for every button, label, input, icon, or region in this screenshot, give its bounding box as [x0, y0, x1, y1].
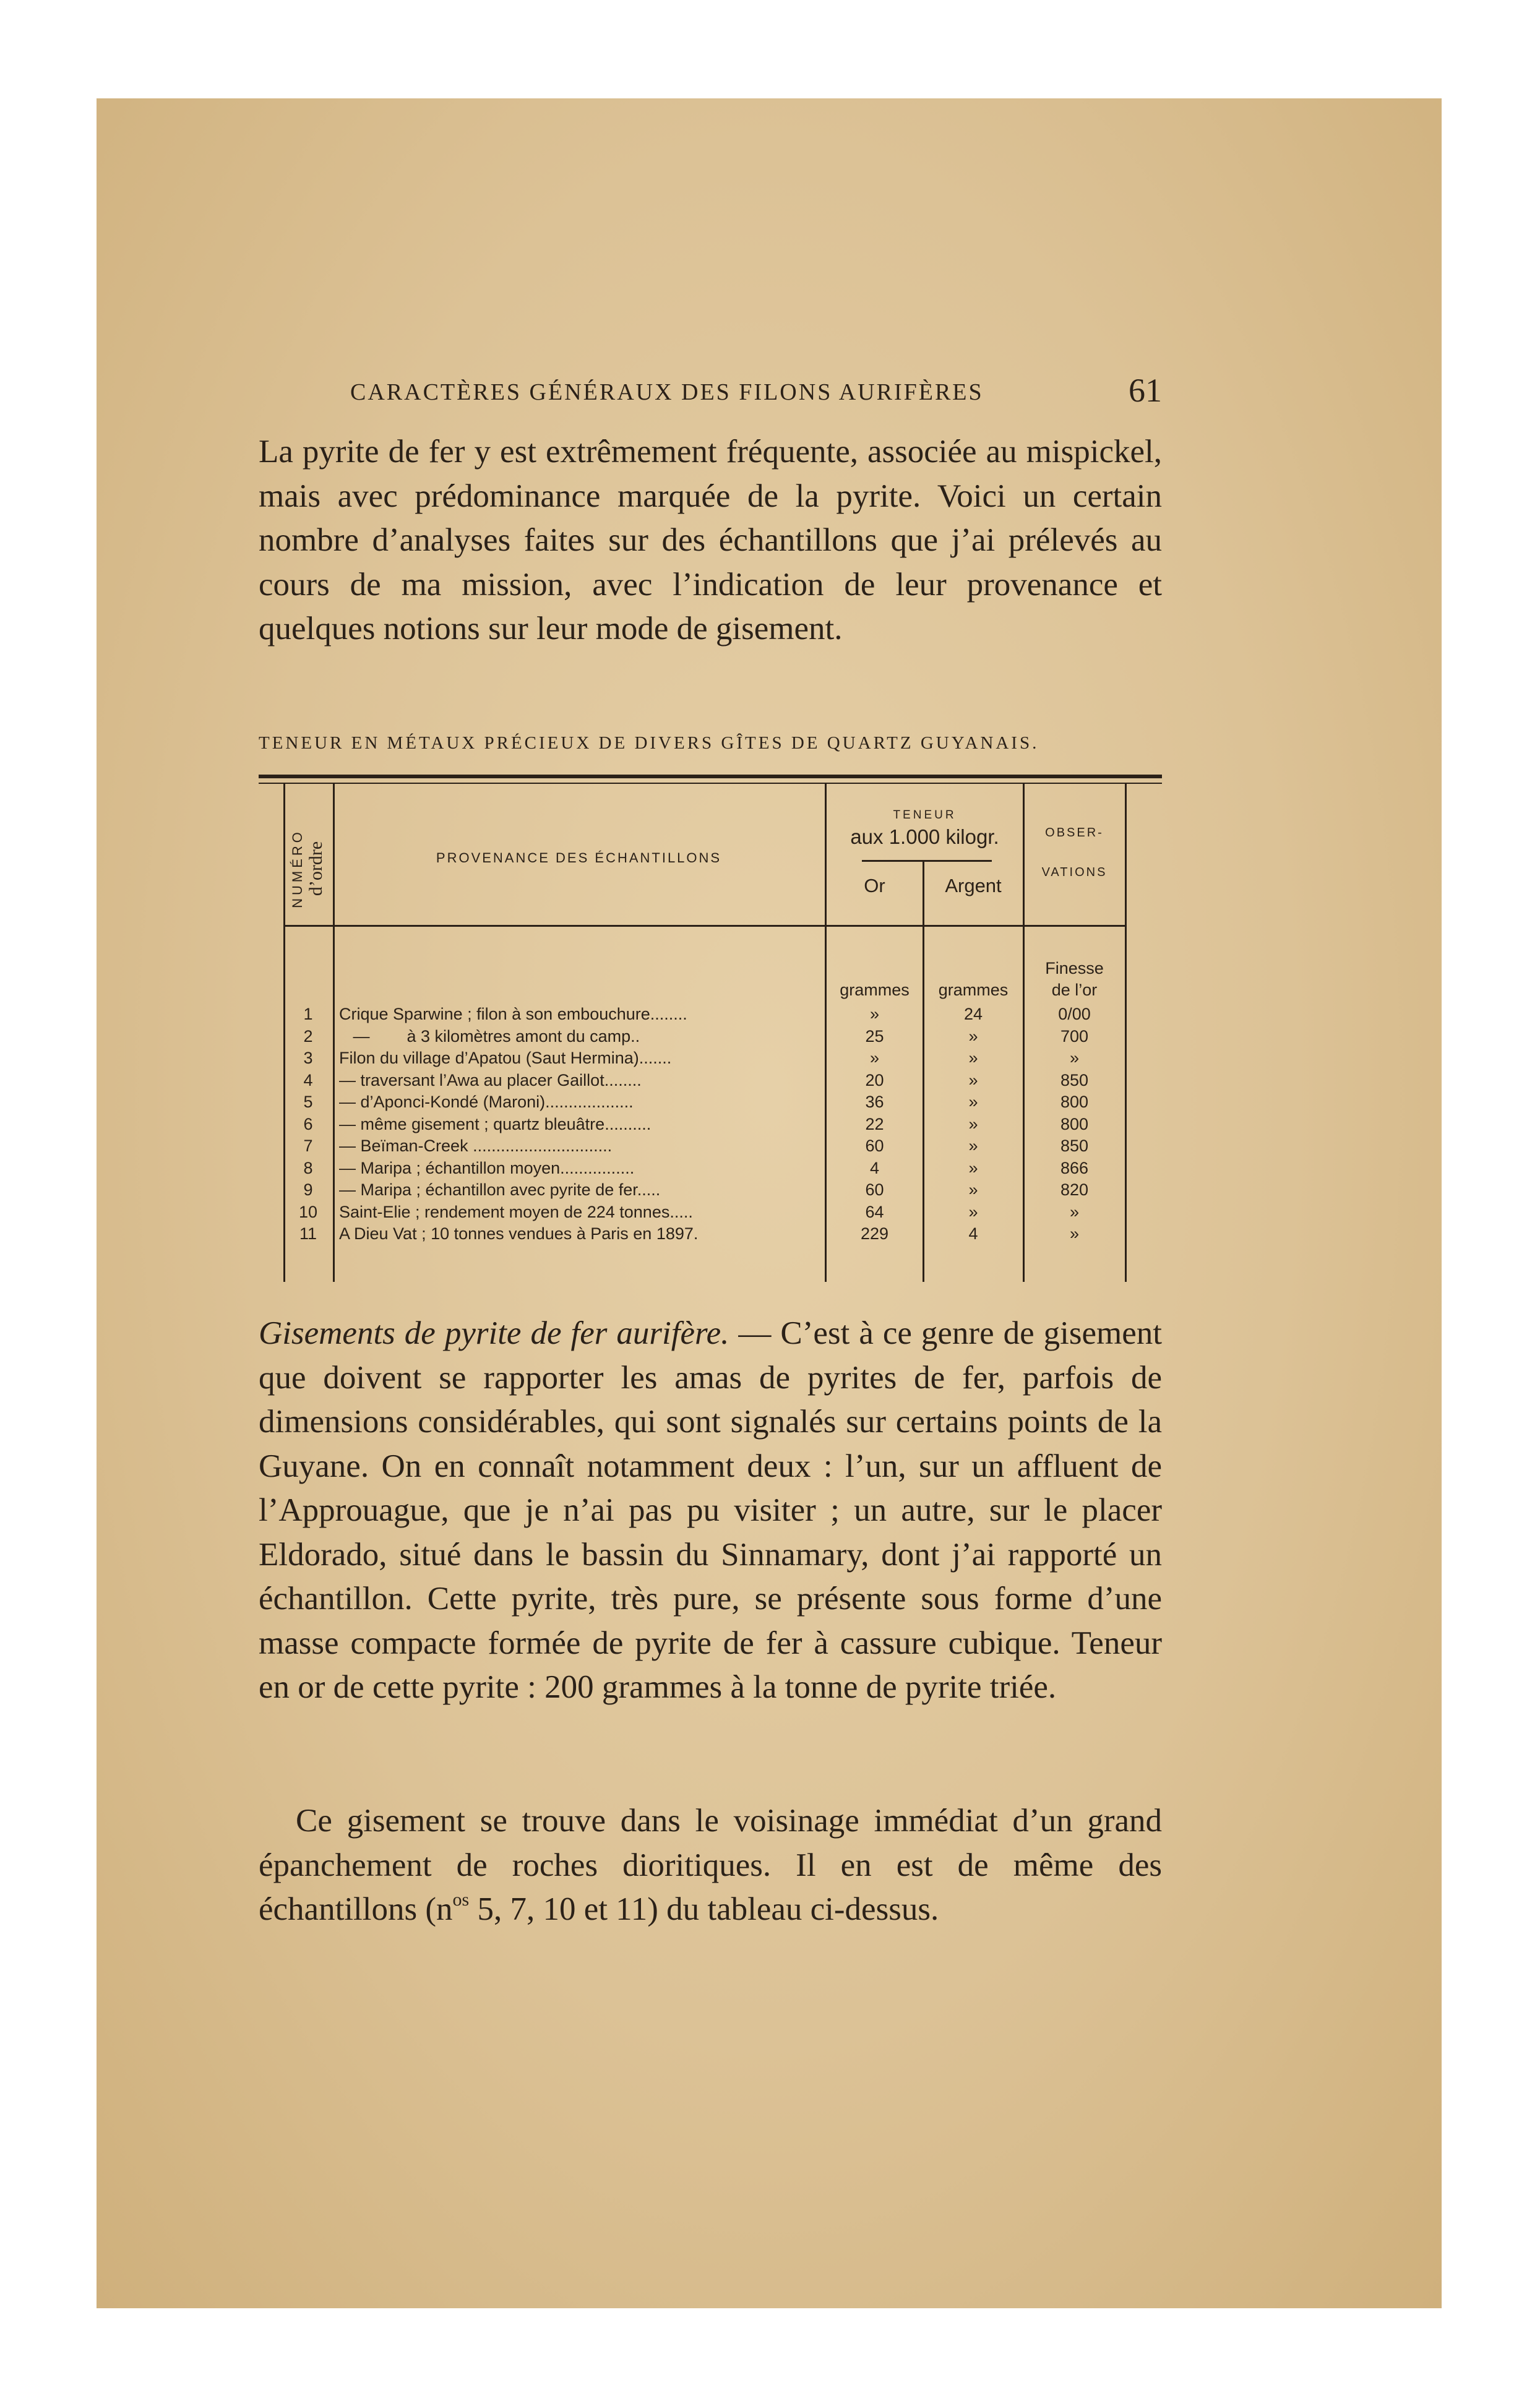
cell-or: 229 [860, 1224, 889, 1243]
cell-or: » [869, 1005, 880, 1023]
header-argent: Argent [945, 875, 1002, 896]
running-header [259, 371, 1162, 408]
cell-num: 6 [303, 1114, 313, 1133]
cell-provenance: — Beïman-Creek .............................. [339, 1136, 613, 1155]
table-row [259, 1026, 1162, 1048]
teneur-brace-rule [862, 860, 992, 862]
cell-or: 20 [865, 1070, 884, 1089]
cell-provenance: A Dieu Vat ; 10 tonnes vendues à Paris en 1897. [339, 1224, 699, 1243]
header-numero [283, 815, 333, 914]
cell-argent: » [968, 1026, 978, 1046]
cell-observations: » [1069, 1202, 1080, 1221]
cell-provenance: Crique Sparwine ; filon à son embouchure........ [339, 1005, 687, 1023]
table-row [259, 1223, 1162, 1245]
cell-num: 11 [299, 1224, 317, 1243]
header-observations-2: VATIONS [1041, 866, 1108, 879]
cell-observations: » [1069, 1049, 1080, 1067]
paragraph-conclusion-start: Ce gisement se trouve dans le voisinage immédiat d’un grand épanchement de roches dioritiques. Il en est de même des échantillons (n [259, 1803, 1162, 1927]
cell-provenance: Filon du village d’Apatou (Saut Hermina)....... [339, 1049, 672, 1067]
header-numero-label: NUMÉRO [290, 829, 305, 908]
cell-or: 60 [865, 1180, 884, 1199]
cell-observations: 800 [1060, 1114, 1089, 1133]
unit-observations-2: de l’or [1051, 981, 1098, 999]
page-number: 61 [1129, 372, 1162, 409]
cell-observations: 866 [1060, 1158, 1089, 1177]
header-bottom-rule [283, 925, 1127, 927]
table-row [259, 1179, 1162, 1201]
header-teneur: TENEUR [893, 809, 957, 822]
cell-argent: » [968, 1180, 978, 1199]
cell-or: 60 [865, 1136, 884, 1155]
cell-provenance: — Maripa ; échantillon avec pyrite de fer..... [339, 1180, 661, 1199]
header-or: Or [864, 875, 885, 896]
table-row [259, 1201, 1162, 1224]
running-title: CARACTÈRES GÉNÉRAUX DES FILONS AURIFÈRES [350, 379, 984, 405]
table-row [259, 1158, 1162, 1180]
paragraph-pyrite-deposits [259, 1312, 1162, 1710]
cell-num: 7 [303, 1136, 313, 1155]
cell-or: » [869, 1049, 880, 1067]
cell-or: 64 [865, 1202, 884, 1221]
cell-provenance: Saint-Elie ; rendement moyen de 224 tonnes..... [339, 1202, 693, 1221]
section-lead-title: Gisements de pyrite de fer aurifère. [259, 1315, 729, 1351]
cell-argent: » [968, 1136, 978, 1155]
cell-argent: » [968, 1049, 978, 1067]
table-title: TENEUR EN MÉTAUX PRÉCIEUX DE DIVERS GÎTES DE QUARTZ GUYANAIS. [259, 733, 1039, 753]
cell-argent: » [968, 1158, 978, 1177]
cell-observations: 700 [1060, 1026, 1089, 1046]
cell-provenance: — à 3 kilomètres amont du camp.. [339, 1026, 640, 1046]
cell-num: 10 [298, 1202, 318, 1221]
cell-observations: 850 [1060, 1136, 1089, 1155]
cell-observations: » [1069, 1224, 1080, 1243]
cell-argent: » [968, 1093, 978, 1111]
cell-provenance: — même gisement ; quartz bleuâtre.......... [339, 1114, 652, 1133]
table-top-rule-thin [259, 783, 1162, 784]
table-row [259, 1070, 1162, 1092]
cell-num: 4 [303, 1070, 313, 1089]
cell-or: 22 [865, 1114, 884, 1133]
paragraph-intro: La pyrite de fer y est extrêmement fréquente, associée au mispickel, mais avec prédominance marquée de la pyrite. Voici un certain nombre d’analyses faites sur des échantillons que j’ai prélevés au cours de ma mission, avec l’indication de leur provenance et quelques notions sur leur mode de gisement. [259, 434, 1162, 647]
assay-table [259, 775, 1162, 1282]
header-teneur-unit: aux 1.000 kilogr. [850, 825, 999, 848]
table-row [259, 1003, 1162, 1026]
unit-or: grammes [840, 981, 910, 999]
cell-or: 4 [869, 1158, 880, 1177]
table-top-rule [259, 775, 1162, 778]
cell-or: 25 [865, 1026, 884, 1046]
table-row [259, 1091, 1162, 1114]
cell-num: 3 [303, 1049, 313, 1067]
cell-argent: » [968, 1202, 978, 1221]
table-row [259, 1114, 1162, 1136]
cell-provenance: — traversant l’Awa au placer Gaillot........ [339, 1070, 642, 1089]
cell-observations: 850 [1060, 1070, 1089, 1089]
cell-argent: 24 [963, 1005, 983, 1023]
header-ordre-label: d’ordre [306, 841, 326, 896]
cell-or: 36 [865, 1093, 884, 1111]
cell-provenance: — Maripa ; échantillon moyen................ [339, 1158, 635, 1177]
header-provenance: PROVENANCE DES ÉCHANTILLONS [436, 850, 722, 866]
table-row [259, 1047, 1162, 1070]
cell-observations: 800 [1060, 1093, 1089, 1111]
cell-num: 9 [303, 1180, 313, 1199]
paragraph-pyrite-text: — C’est à ce genre de gisement que doivent se rapporter les amas de pyrites de fer, parfois de dimensions considérables, qui sont signalés sur certains points de la Guyane. On en connaît notamment deux : l’un, sur un affluent de l’Approuague, que je n’ai pas pu visiter ; un autre, sur le placer Eldorado, situé dans le bassin du Sinnamary, dont j’ai rapporté un échantillon. Cette pyrite, très pure, se présente sous forme d’une masse compacte formée de pyrite de fer à cassure cubique. Teneur en or de cette pyrite : 200 grammes à la tonne de pyrite triée. [259, 1315, 1162, 1705]
cell-provenance: — d’Aponci-Kondé (Maroni)................... [339, 1093, 634, 1111]
paragraph-conclusion [259, 1799, 1162, 1932]
cell-num: 8 [303, 1158, 313, 1177]
cell-argent: » [968, 1114, 978, 1133]
paragraph-conclusion-end: 5, 7, 10 et 11) du tableau ci-dessus. [469, 1891, 939, 1927]
cell-observations: 0/00 [1058, 1005, 1091, 1023]
cell-argent: 4 [968, 1224, 978, 1243]
numeros-superscript: os [452, 1889, 470, 1910]
cell-num: 1 [303, 1005, 313, 1023]
cell-num: 2 [303, 1026, 313, 1046]
cell-observations: 820 [1060, 1180, 1089, 1199]
cell-num: 5 [303, 1093, 313, 1111]
header-observations-1: OBSER- [1045, 826, 1104, 840]
unit-argent: grammes [938, 981, 1009, 999]
table-row [259, 1135, 1162, 1158]
table-body [259, 1003, 1162, 1245]
unit-observations-1: Finesse [1045, 959, 1104, 977]
cell-argent: » [968, 1070, 978, 1089]
